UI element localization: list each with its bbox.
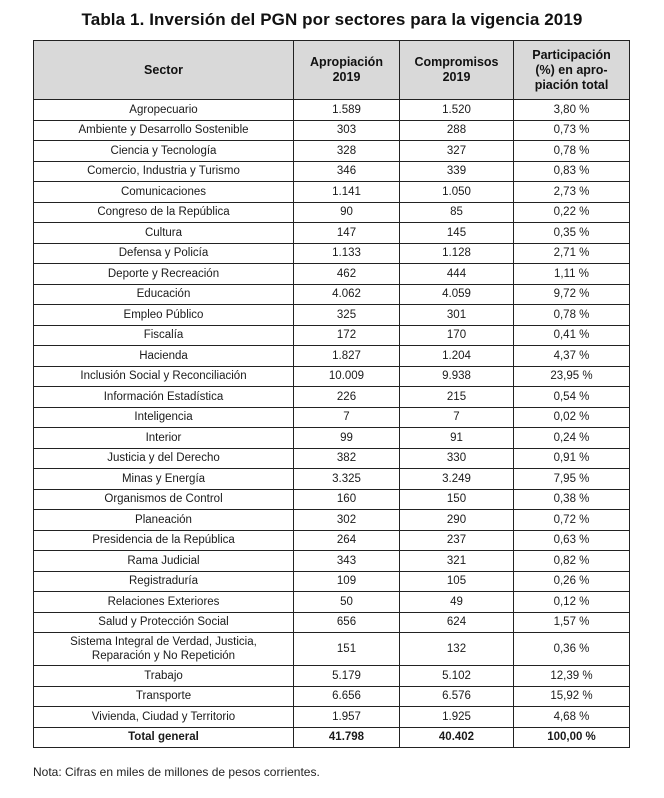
participacion-cell: 0,35 %	[514, 223, 630, 244]
table-row	[34, 202, 630, 223]
sector-cell: Rama Judicial	[34, 551, 294, 572]
apropiacion-cell: 226	[294, 387, 400, 408]
total-compromisos-cell: 40.402	[400, 727, 514, 748]
apropiacion-cell: 303	[294, 120, 400, 141]
apropiacion-cell: 1.589	[294, 100, 400, 121]
table-row	[34, 666, 630, 687]
apropiacion-cell: 656	[294, 612, 400, 633]
sector-cell: Educación	[34, 284, 294, 305]
footnote: Nota: Cifras en miles de millones de pesos corrientes.	[33, 765, 320, 779]
sector-cell: Defensa y Policía	[34, 243, 294, 264]
table-row	[34, 305, 630, 326]
participacion-cell: 0,12 %	[514, 592, 630, 613]
sector-cell: Inclusión Social y Reconciliación	[34, 366, 294, 387]
sector-cell: Empleo Público	[34, 305, 294, 326]
apropiacion-cell: 151	[294, 633, 400, 666]
compromisos-cell: 1.520	[400, 100, 514, 121]
sector-cell: Deporte y Recreación	[34, 264, 294, 285]
compromisos-cell: 1.050	[400, 182, 514, 203]
apropiacion-cell: 109	[294, 571, 400, 592]
table-row	[34, 612, 630, 633]
total-apropiacion-cell: 41.798	[294, 727, 400, 748]
participacion-cell: 7,95 %	[514, 469, 630, 490]
participacion-cell: 1,11 %	[514, 264, 630, 285]
apropiacion-cell: 90	[294, 202, 400, 223]
table-row	[34, 100, 630, 121]
sector-cell: Relaciones Exteriores	[34, 592, 294, 613]
apropiacion-cell: 325	[294, 305, 400, 326]
compromisos-cell: 321	[400, 551, 514, 572]
apropiacion-cell: 346	[294, 161, 400, 182]
apropiacion-cell: 1.957	[294, 707, 400, 728]
participacion-cell: 4,37 %	[514, 346, 630, 367]
participacion-cell: 3,80 %	[514, 100, 630, 121]
participacion-cell: 0,78 %	[514, 141, 630, 162]
apropiacion-cell: 10.009	[294, 366, 400, 387]
header-participacion: Participación (%) en apro- piación total	[514, 41, 630, 100]
apropiacion-cell: 1.827	[294, 346, 400, 367]
compromisos-cell: 85	[400, 202, 514, 223]
participacion-cell: 0,22 %	[514, 202, 630, 223]
table-row	[34, 161, 630, 182]
compromisos-cell: 132	[400, 633, 514, 666]
compromisos-cell: 6.576	[400, 686, 514, 707]
apropiacion-cell: 7	[294, 407, 400, 428]
table-row	[34, 264, 630, 285]
total-sector-cell: Total general	[34, 727, 294, 748]
table-row	[34, 325, 630, 346]
apropiacion-cell: 4.062	[294, 284, 400, 305]
table-row	[34, 120, 630, 141]
sector-cell: Hacienda	[34, 346, 294, 367]
compromisos-cell: 170	[400, 325, 514, 346]
participacion-cell: 4,68 %	[514, 707, 630, 728]
table-row	[34, 510, 630, 531]
table-row	[34, 346, 630, 367]
table-title: Tabla 1. Inversión del PGN por sectores para la vigencia 2019	[81, 10, 583, 29]
table-row	[34, 469, 630, 490]
compromisos-cell: 1.128	[400, 243, 514, 264]
compromisos-cell: 339	[400, 161, 514, 182]
compromisos-cell: 444	[400, 264, 514, 285]
participacion-cell: 0,63 %	[514, 530, 630, 551]
apropiacion-cell: 3.325	[294, 469, 400, 490]
compromisos-cell: 49	[400, 592, 514, 613]
table-row	[34, 571, 630, 592]
participacion-cell: 0,72 %	[514, 510, 630, 531]
apropiacion-cell: 382	[294, 448, 400, 469]
compromisos-cell: 327	[400, 141, 514, 162]
compromisos-cell: 150	[400, 489, 514, 510]
compromisos-cell: 290	[400, 510, 514, 531]
participacion-cell: 15,92 %	[514, 686, 630, 707]
sector-cell: Información Estadística	[34, 387, 294, 408]
compromisos-cell: 301	[400, 305, 514, 326]
table-row	[34, 707, 630, 728]
table-row	[34, 489, 630, 510]
header-compromisos: Compromisos 2019	[400, 41, 514, 100]
apropiacion-cell: 343	[294, 551, 400, 572]
participacion-cell: 0,02 %	[514, 407, 630, 428]
sector-cell: Vivienda, Ciudad y Territorio	[34, 707, 294, 728]
table-row	[34, 530, 630, 551]
table-row	[34, 448, 630, 469]
sector-cell: Inteligencia	[34, 407, 294, 428]
compromisos-cell: 237	[400, 530, 514, 551]
sector-cell: Agropecuario	[34, 100, 294, 121]
table-row	[34, 223, 630, 244]
table-body	[34, 100, 630, 748]
table-row	[34, 387, 630, 408]
table-row	[34, 284, 630, 305]
sector-cell: Congreso de la República	[34, 202, 294, 223]
compromisos-cell: 91	[400, 428, 514, 449]
table-row	[34, 243, 630, 264]
table-row	[34, 592, 630, 613]
table-row	[34, 686, 630, 707]
table-row	[34, 407, 630, 428]
sector-cell: Ciencia y Tecnología	[34, 141, 294, 162]
compromisos-cell: 215	[400, 387, 514, 408]
total-participacion-cell: 100,00 %	[514, 727, 630, 748]
sector-cell: Ambiente y Desarrollo Sostenible	[34, 120, 294, 141]
sector-cell: Comunicaciones	[34, 182, 294, 203]
participacion-cell: 0,24 %	[514, 428, 630, 449]
apropiacion-cell: 6.656	[294, 686, 400, 707]
participacion-cell: 9,72 %	[514, 284, 630, 305]
apropiacion-cell: 328	[294, 141, 400, 162]
apropiacion-cell: 1.141	[294, 182, 400, 203]
table-row	[34, 366, 630, 387]
sector-cell: Minas y Energía	[34, 469, 294, 490]
apropiacion-cell: 462	[294, 264, 400, 285]
sector-cell: Cultura	[34, 223, 294, 244]
sector-cell: Fiscalía	[34, 325, 294, 346]
compromisos-cell: 1.925	[400, 707, 514, 728]
sector-cell: Justicia y del Derecho	[34, 448, 294, 469]
compromisos-cell: 7	[400, 407, 514, 428]
participacion-cell: 0,38 %	[514, 489, 630, 510]
participacion-cell: 0,78 %	[514, 305, 630, 326]
table-row	[34, 633, 630, 666]
apropiacion-cell: 99	[294, 428, 400, 449]
participacion-cell: 12,39 %	[514, 666, 630, 687]
table-row	[34, 551, 630, 572]
apropiacion-cell: 147	[294, 223, 400, 244]
apropiacion-cell: 172	[294, 325, 400, 346]
sector-cell: Trabajo	[34, 666, 294, 687]
table-row	[34, 182, 630, 203]
header-apropiacion: Apropiación 2019	[294, 41, 400, 100]
participacion-cell: 0,73 %	[514, 120, 630, 141]
participacion-cell: 2,73 %	[514, 182, 630, 203]
participacion-cell: 0,26 %	[514, 571, 630, 592]
compromisos-cell: 145	[400, 223, 514, 244]
apropiacion-cell: 302	[294, 510, 400, 531]
participacion-cell: 0,54 %	[514, 387, 630, 408]
participacion-cell: 23,95 %	[514, 366, 630, 387]
sector-cell: Presidencia de la República	[34, 530, 294, 551]
participacion-cell: 0,41 %	[514, 325, 630, 346]
apropiacion-cell: 1.133	[294, 243, 400, 264]
total-row	[34, 727, 630, 748]
sector-cell: Interior	[34, 428, 294, 449]
compromisos-cell: 3.249	[400, 469, 514, 490]
header-row	[34, 41, 630, 100]
apropiacion-cell: 264	[294, 530, 400, 551]
compromisos-cell: 330	[400, 448, 514, 469]
compromisos-cell: 4.059	[400, 284, 514, 305]
compromisos-cell: 1.204	[400, 346, 514, 367]
sector-cell: Salud y Protección Social	[34, 612, 294, 633]
sector-cell: Comercio, Industria y Turismo	[34, 161, 294, 182]
investment-table	[33, 40, 630, 748]
table-row	[34, 428, 630, 449]
compromisos-cell: 624	[400, 612, 514, 633]
sector-cell: Sistema Integral de Verdad, Justicia, Reparación y No Repetición	[34, 633, 294, 666]
apropiacion-cell: 160	[294, 489, 400, 510]
sector-cell: Registraduría	[34, 571, 294, 592]
compromisos-cell: 288	[400, 120, 514, 141]
apropiacion-cell: 50	[294, 592, 400, 613]
participacion-cell: 2,71 %	[514, 243, 630, 264]
participacion-cell: 0,83 %	[514, 161, 630, 182]
compromisos-cell: 105	[400, 571, 514, 592]
participacion-cell: 0,91 %	[514, 448, 630, 469]
compromisos-cell: 5.102	[400, 666, 514, 687]
participacion-cell: 0,82 %	[514, 551, 630, 572]
table-row	[34, 141, 630, 162]
sector-cell: Planeación	[34, 510, 294, 531]
sector-cell: Transporte	[34, 686, 294, 707]
apropiacion-cell: 5.179	[294, 666, 400, 687]
participacion-cell: 0,36 %	[514, 633, 630, 666]
header-sector: Sector	[34, 41, 294, 100]
participacion-cell: 1,57 %	[514, 612, 630, 633]
sector-cell: Organismos de Control	[34, 489, 294, 510]
compromisos-cell: 9.938	[400, 366, 514, 387]
